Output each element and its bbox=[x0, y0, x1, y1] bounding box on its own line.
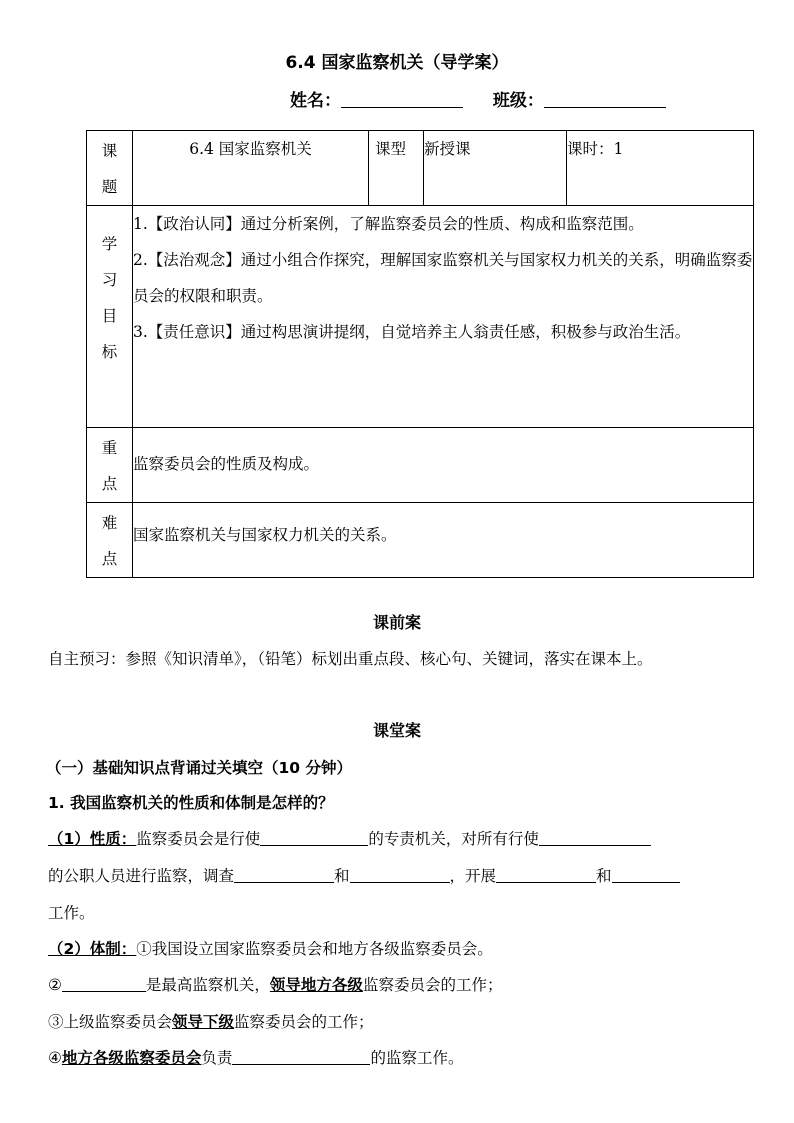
fill-blank[interactable] bbox=[260, 827, 368, 846]
fill-blank[interactable] bbox=[539, 827, 651, 846]
key-row bbox=[87, 428, 754, 503]
goals-row bbox=[87, 206, 754, 428]
system-line-2: ② 是最高监察机关，领导地方各级监察委员会的工作； bbox=[48, 969, 748, 1002]
system-line-3: ③上级监察委员会领导下级监察委员会的工作； bbox=[48, 1013, 374, 1031]
key-label: 重 点 bbox=[87, 428, 133, 503]
name-blank[interactable] bbox=[341, 89, 463, 108]
in-class-title: 课堂案 bbox=[372, 721, 421, 740]
topic-value: 6.4 国家监察机关 bbox=[133, 131, 369, 206]
goal-item: 1.【政治认同】通过分析案例，了解监察委员会的性质、构成和监察范围。 bbox=[133, 215, 644, 233]
type-label: 课型 bbox=[369, 131, 424, 206]
nature-line-1: （1）性质：监察委员会是行使 的专责机关，对所有行使 bbox=[48, 823, 748, 856]
fill-blank[interactable] bbox=[234, 864, 334, 883]
type-value: 新授课 bbox=[424, 131, 567, 206]
nature-line-3: 工作。 bbox=[48, 904, 95, 922]
goals-content bbox=[133, 206, 754, 428]
nature-label: （1）性质： bbox=[48, 830, 137, 848]
lesson-info-table bbox=[86, 130, 754, 578]
pre-class-title: 课前案 bbox=[372, 613, 421, 632]
hours-value: 课时：1 bbox=[567, 131, 754, 206]
system-label: （2）体制： bbox=[48, 940, 137, 958]
section-1-heading: （一）基础知识点背诵过关填空（10 分钟） bbox=[46, 759, 352, 777]
fill-blank[interactable] bbox=[62, 973, 146, 992]
fill-blank[interactable] bbox=[350, 864, 450, 883]
class-label: 班级： bbox=[492, 91, 544, 111]
name-label: 姓名： bbox=[290, 91, 341, 111]
system-line-4: ④地方各级监察委员会负责 的监察工作。 bbox=[48, 1042, 748, 1075]
difficult-value: 国家监察机关与国家权力机关的关系。 bbox=[133, 503, 754, 578]
difficult-row bbox=[87, 503, 754, 578]
system-line-1: （2）体制：①我国设立国家监察委员会和地方各级监察委员会。 bbox=[48, 940, 493, 958]
fill-blank[interactable] bbox=[496, 864, 596, 883]
goals-label: 学 习 目 标 bbox=[87, 206, 133, 428]
key-value: 监察委员会的性质及构成。 bbox=[133, 428, 754, 503]
goal-item: 2.【法治观念】通过小组合作探究，理解国家监察机关与国家权力机关的关系，明确监察委员会的权限和职责。 bbox=[133, 251, 753, 305]
pre-class-text: 自主预习：参照《知识清单》，（铅笔）标划出重点段、核心句、关键词，落实在课本上。 bbox=[48, 650, 653, 668]
class-blank[interactable] bbox=[544, 89, 666, 108]
difficult-label: 难 点 bbox=[87, 503, 133, 578]
name-class-line bbox=[290, 86, 666, 111]
topic-row bbox=[87, 131, 754, 206]
topic-label: 课 题 bbox=[87, 131, 133, 206]
question-1: 1. 我国监察机关的性质和体制是怎样的？ bbox=[48, 794, 334, 812]
goal-item: 3.【责任意识】通过构思演讲提纲，自觉培养主人翁责任感，积极参与政治生活。 bbox=[133, 323, 691, 341]
fill-blank[interactable] bbox=[612, 864, 680, 883]
page-title: 6.4 国家监察机关（导学案） bbox=[285, 53, 509, 73]
nature-line-2: 的公职人员进行监察，调查 和 ，开展 和 bbox=[48, 860, 748, 893]
fill-blank[interactable] bbox=[232, 1046, 370, 1065]
